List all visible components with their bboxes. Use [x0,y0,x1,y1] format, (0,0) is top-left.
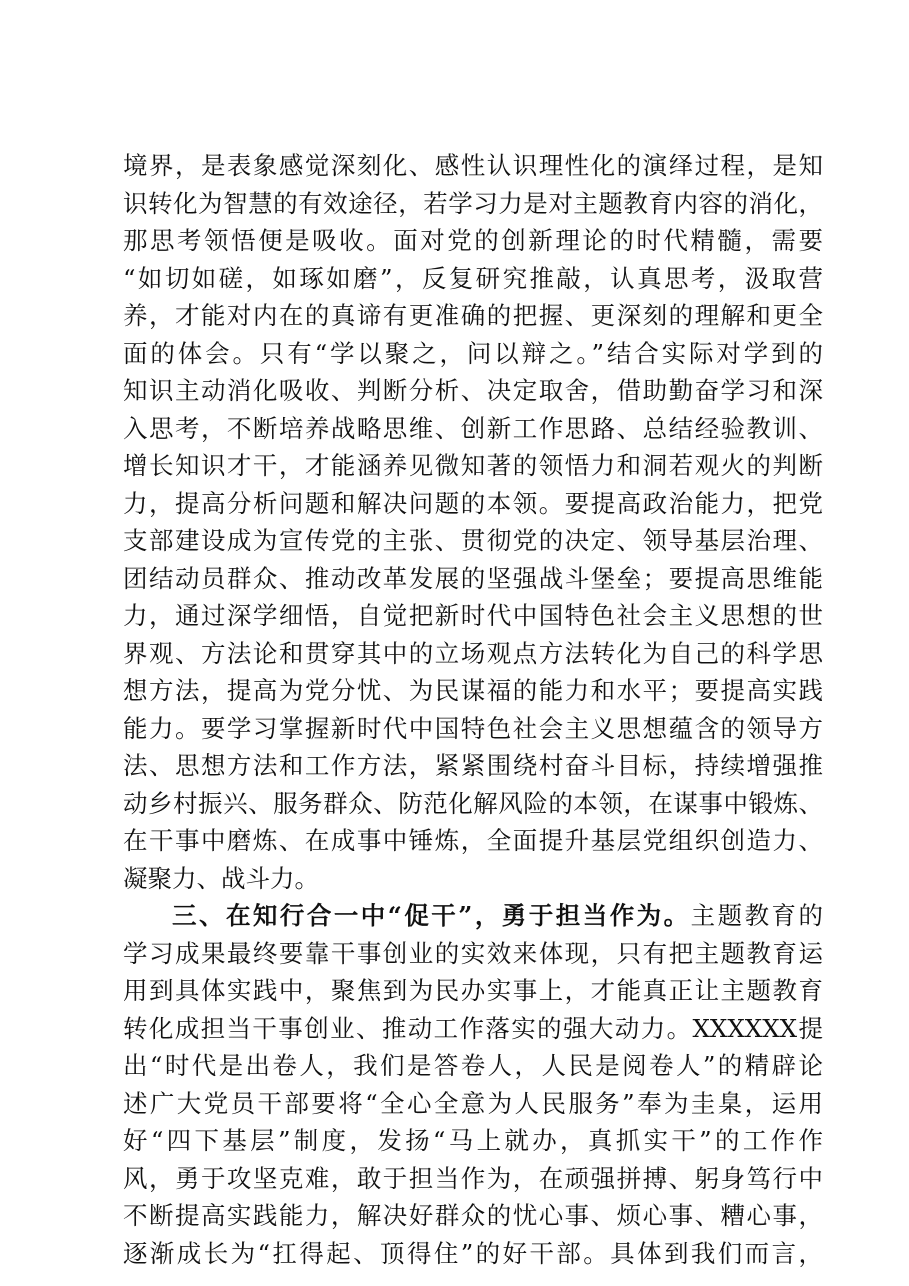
text-line: 支部建设成为宣传党的主张、贯彻党的决定、领导基层治理、 [123,526,823,555]
paragraph-1 [123,147,823,897]
text-line: 力，通过深学细悟，自觉把新时代中国特色社会主义思想的世 [123,601,823,630]
text-line: 风，勇于攻坚克难，敢于担当作为，在顽强拼搏、躬身笃行中 [123,1163,823,1193]
text-line: 识转化为智慧的有效途径，若学习力是对主题教育内容的消化， [123,188,823,218]
text-line: 界观、方法论和贯穿其中的立场观点方法转化为自己的科学思 [123,638,823,668]
text-line: 力，提高分析问题和解决问题的本领。要提高政治能力，把党 [123,488,823,518]
text-line: 逐渐成长为“扛得起、顶得住”的好干部。具体到我们而言， [123,1238,823,1268]
text-line: 法、思想方法和工作方法，紧紧围绕村奋斗目标，持续增强推 [123,751,823,780]
paragraph-2 [123,897,823,1272]
text-line: 知识主动消化吸收、判断分析、决定取舍，借助勤奋学习和深 [123,376,823,405]
heading-line-rest: 主题教育的 [690,901,824,930]
text-line: 境界，是表象感觉深刻化、感性认识理性化的演绎过程，是知 [123,151,823,180]
text-line: 养，才能对内在的真谛有更准确的把握、更深刻的理解和更全 [123,301,823,330]
text-line: 那思考领悟便是吸收。面对党的创新理论的时代精髓，需要 [123,226,823,255]
text-line: 不断提高实践能力，解决好群众的忧心事、烦心事、糟心事， [123,1201,823,1230]
text-line: 用到具体实践中，聚焦到为民办实事上，才能真正让主题教育 [123,976,823,1005]
text-line: 在干事中磨炼、在成事中锤炼，全面提升基层党组织创造力、 [123,826,823,855]
text-line: 动乡村振兴、服务群众、防范化解风险的本领，在谋事中锻炼、 [123,788,823,818]
text-line: “如切如磋，如琢如磨”，反复研究推敲，认真思考，汲取营 [123,263,823,293]
text-line: 凝聚力、战斗力。 [123,863,319,893]
text-line: 增长知识才干，才能涵养见微知著的领悟力和洞若观火的判断 [123,451,823,480]
text-line: 学习成果最终要靠干事创业的实效来体现，只有把主题教育运 [123,938,823,968]
section-heading-line [123,897,823,935]
text-line: 入思考，不断培养战略思维、创新工作思路、总结经验教训、 [123,413,823,443]
text-line: 述广大党员干部要将“全心全意为人民服务”奉为圭臬，运用 [123,1088,823,1118]
text-line: 出“时代是出卷人，我们是答卷人，人民是阅卷人”的精辟论 [123,1051,823,1080]
text-line: 能力。要学习掌握新时代中国特色社会主义思想蕴含的领导方 [123,713,823,743]
document-body [123,147,823,1272]
text-line: 好“四下基层”制度，发扬“马上就办，真抓实干”的工作作 [123,1126,823,1155]
section-heading: 三、在知行合一中“促干”，勇于担当作为。 [172,901,691,930]
text-line: 面的体会。只有“学以聚之，问以辩之。”结合实际对学到的 [123,338,823,368]
text-line: 团结动员群众、推动改革发展的坚强战斗堡垒；要提高思维能 [123,563,823,593]
text-line: 转化成担当干事创业、推动工作落实的强大动力。XXXXXX提 [123,1013,823,1043]
text-line: 想方法，提高为党分忧、为民谋福的能力和水平；要提高实践 [123,676,823,705]
